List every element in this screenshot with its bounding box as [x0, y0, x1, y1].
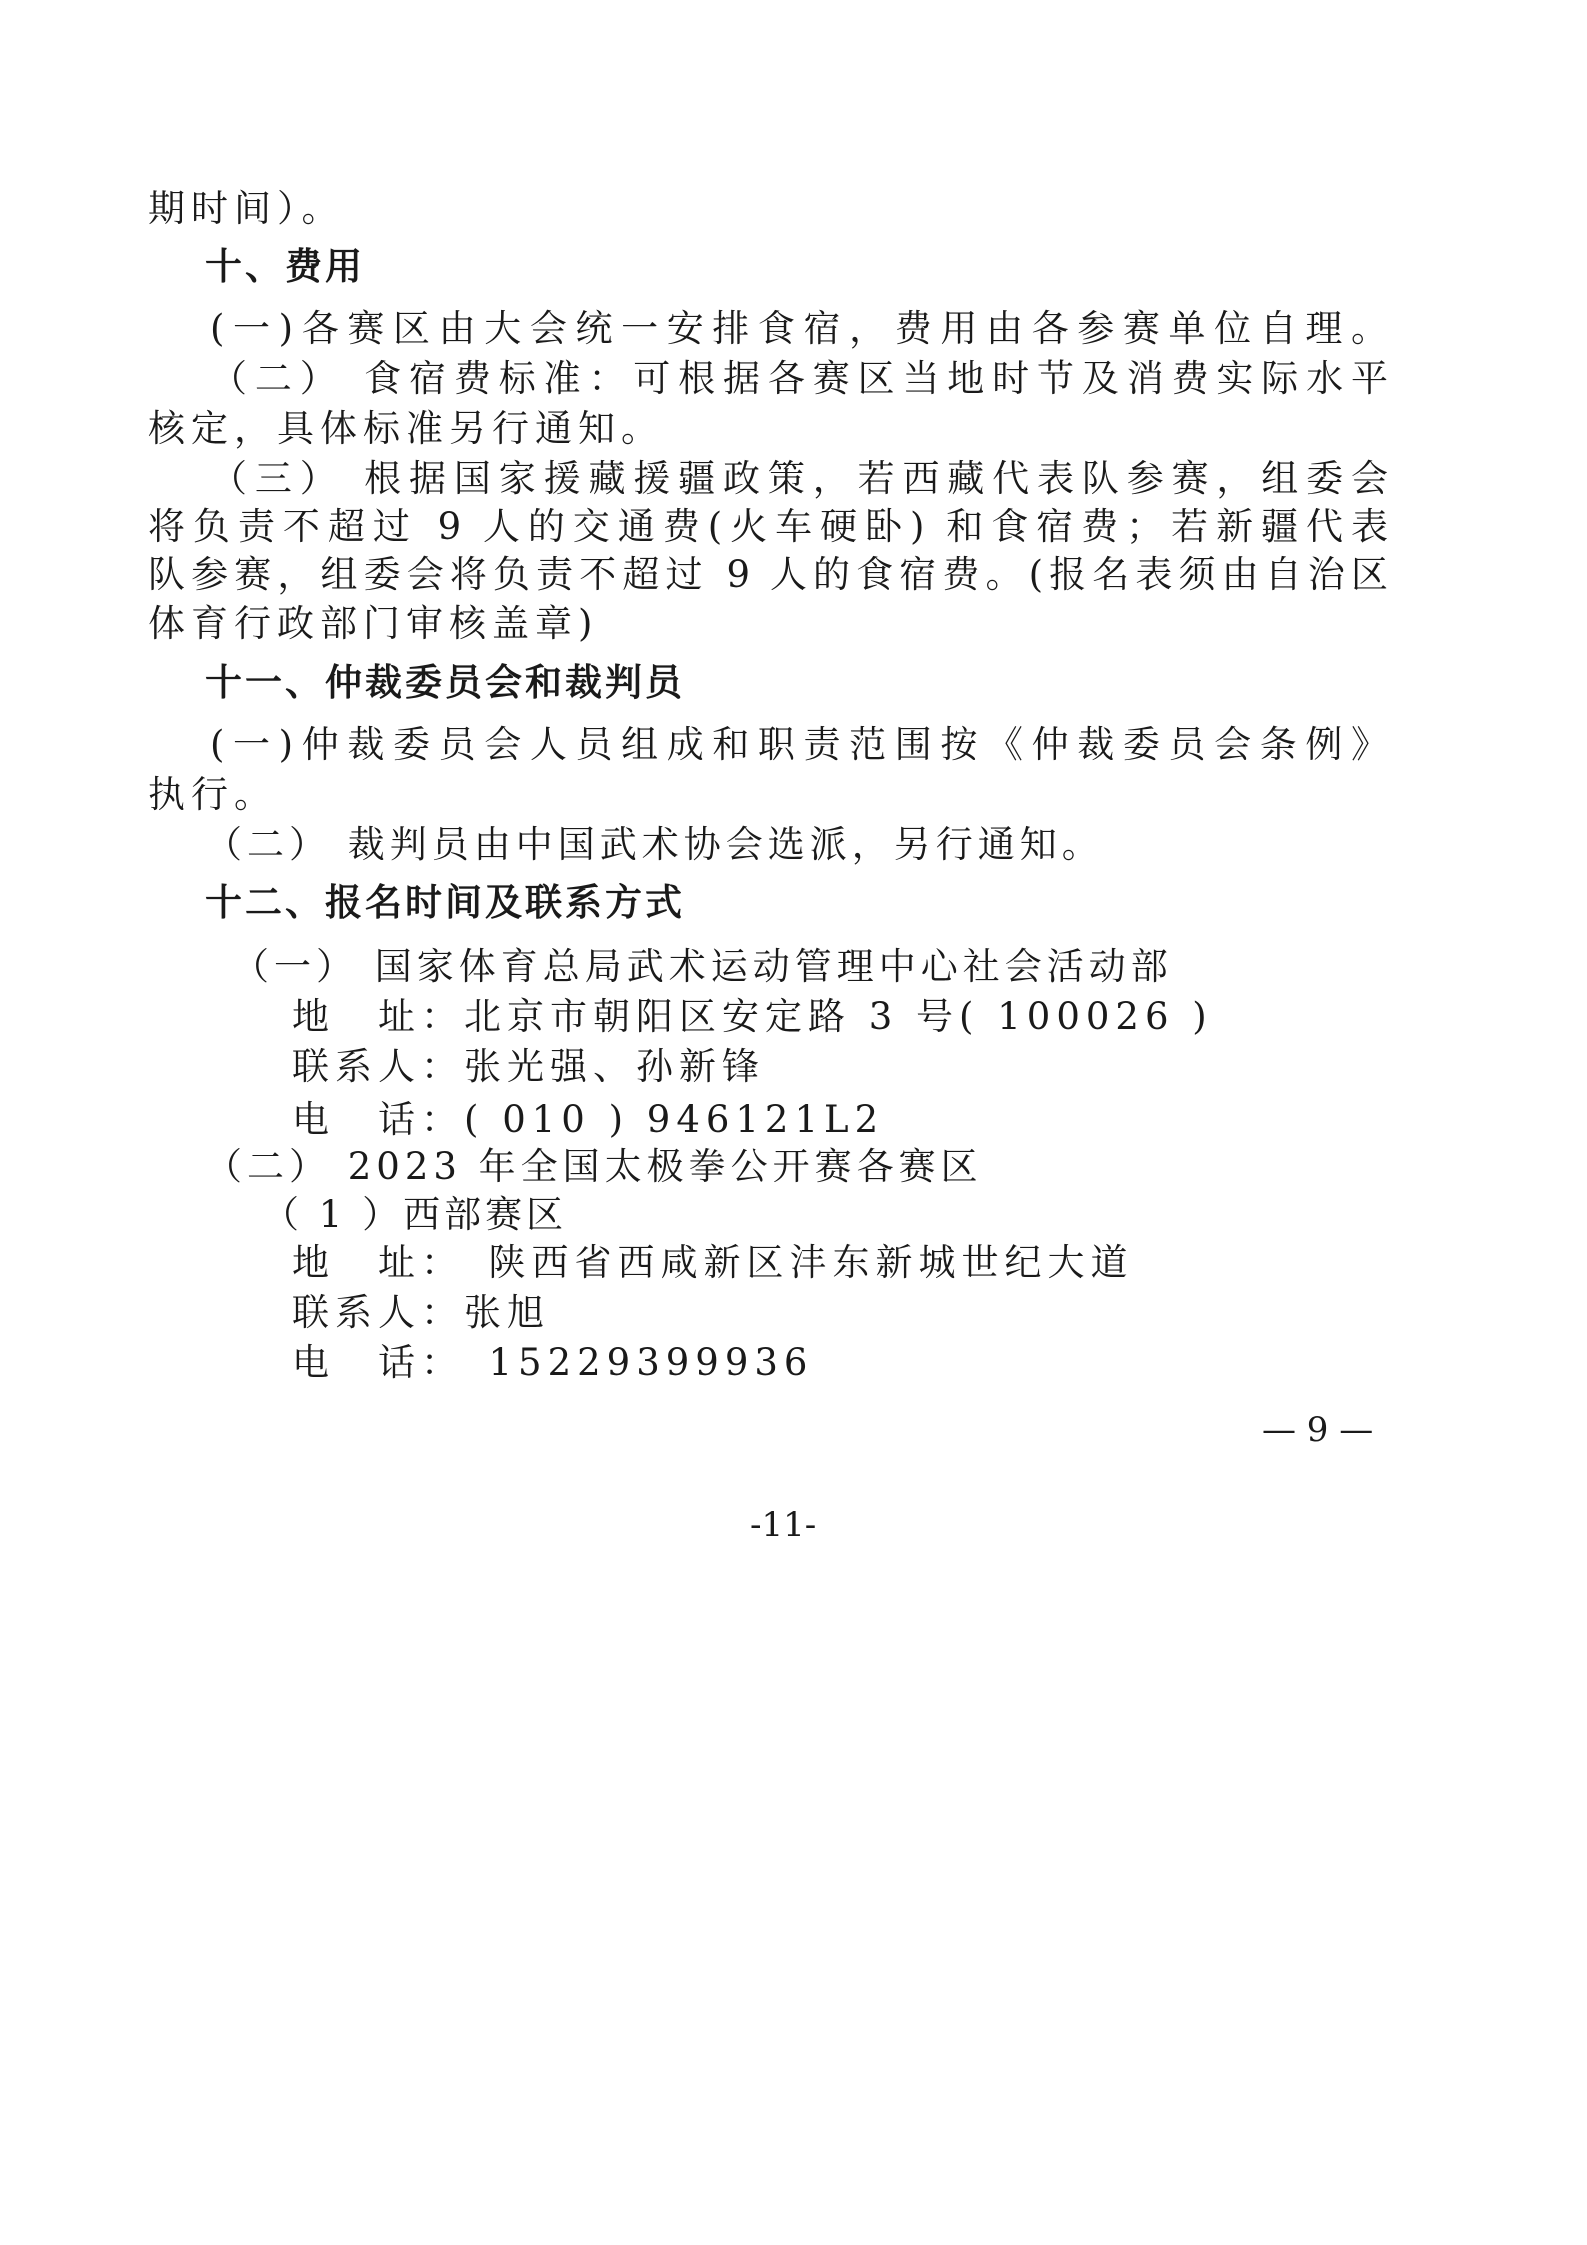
- paragraph-arbitration-2: （二） 裁判员由中国武术协会选派，另行通知。: [205, 823, 1104, 866]
- paragraph-fees-2-line1: （二） 食宿费标准：可根据各赛区当地时节及消费实际水平: [210, 357, 1390, 400]
- contact-person-national: 联系人：张光强、孙新锋: [292, 1045, 765, 1088]
- paragraph-arbitration-1-line1: (一)仲裁委员会人员组成和职责范围按《仲裁委员会条例》: [210, 723, 1390, 766]
- section-heading-arbitration: 十一、仲裁委员会和裁判员: [205, 661, 685, 704]
- paragraph-fees-2-line2: 核定，具体标准另行通知。: [148, 407, 664, 450]
- paragraph-arbitration-1-line2: 执行。: [148, 773, 277, 816]
- paragraph-fees-3-line4: 体育行政部门审核盖章): [148, 602, 599, 645]
- page-number-inner: — 9 —: [1262, 1410, 1374, 1450]
- contact-phone-national: 电 话：( 010 ) 946121L2: [292, 1098, 885, 1141]
- section-heading-fees: 十、费用: [205, 245, 365, 288]
- continuation-line: 期时间）。: [148, 187, 345, 230]
- paragraph-fees-3-line3: 队参赛，组委会将负责不超过 9 人的食宿费。(报名表须由自治区: [148, 553, 1390, 596]
- paragraph-fees-3-line1: （三） 根据国家援藏援疆政策，若西藏代表队参赛，组委会: [210, 457, 1390, 500]
- contact-phone-west: 电 话： 15229399936: [292, 1341, 814, 1384]
- page-number-outer: -11-: [750, 1505, 817, 1545]
- contact-division-west: （ 1 ）西部赛区: [262, 1193, 568, 1236]
- contact-divisions-heading: （二） 2023 年全国太极拳公开赛各赛区: [205, 1145, 983, 1188]
- section-heading-registration: 十二、报名时间及联系方式: [205, 881, 685, 924]
- contact-address-west: 地 址： 陕西省西咸新区沣东新城世纪大道: [292, 1241, 1134, 1284]
- paragraph-fees-1: (一)各赛区由大会统一安排食宿，费用由各参赛单位自理。: [210, 307, 1390, 350]
- contact-address-national: 地 址：北京市朝阳区安定路 3 号( 100026 ): [292, 995, 1213, 1038]
- contact-org-national: （一） 国家体育总局武术运动管理中心社会活动部: [232, 945, 1173, 988]
- paragraph-fees-3-line2: 将负责不超过 9 人的交通费(火车硬卧) 和食宿费；若新疆代表: [148, 505, 1390, 548]
- contact-person-west: 联系人：张旭: [292, 1291, 550, 1334]
